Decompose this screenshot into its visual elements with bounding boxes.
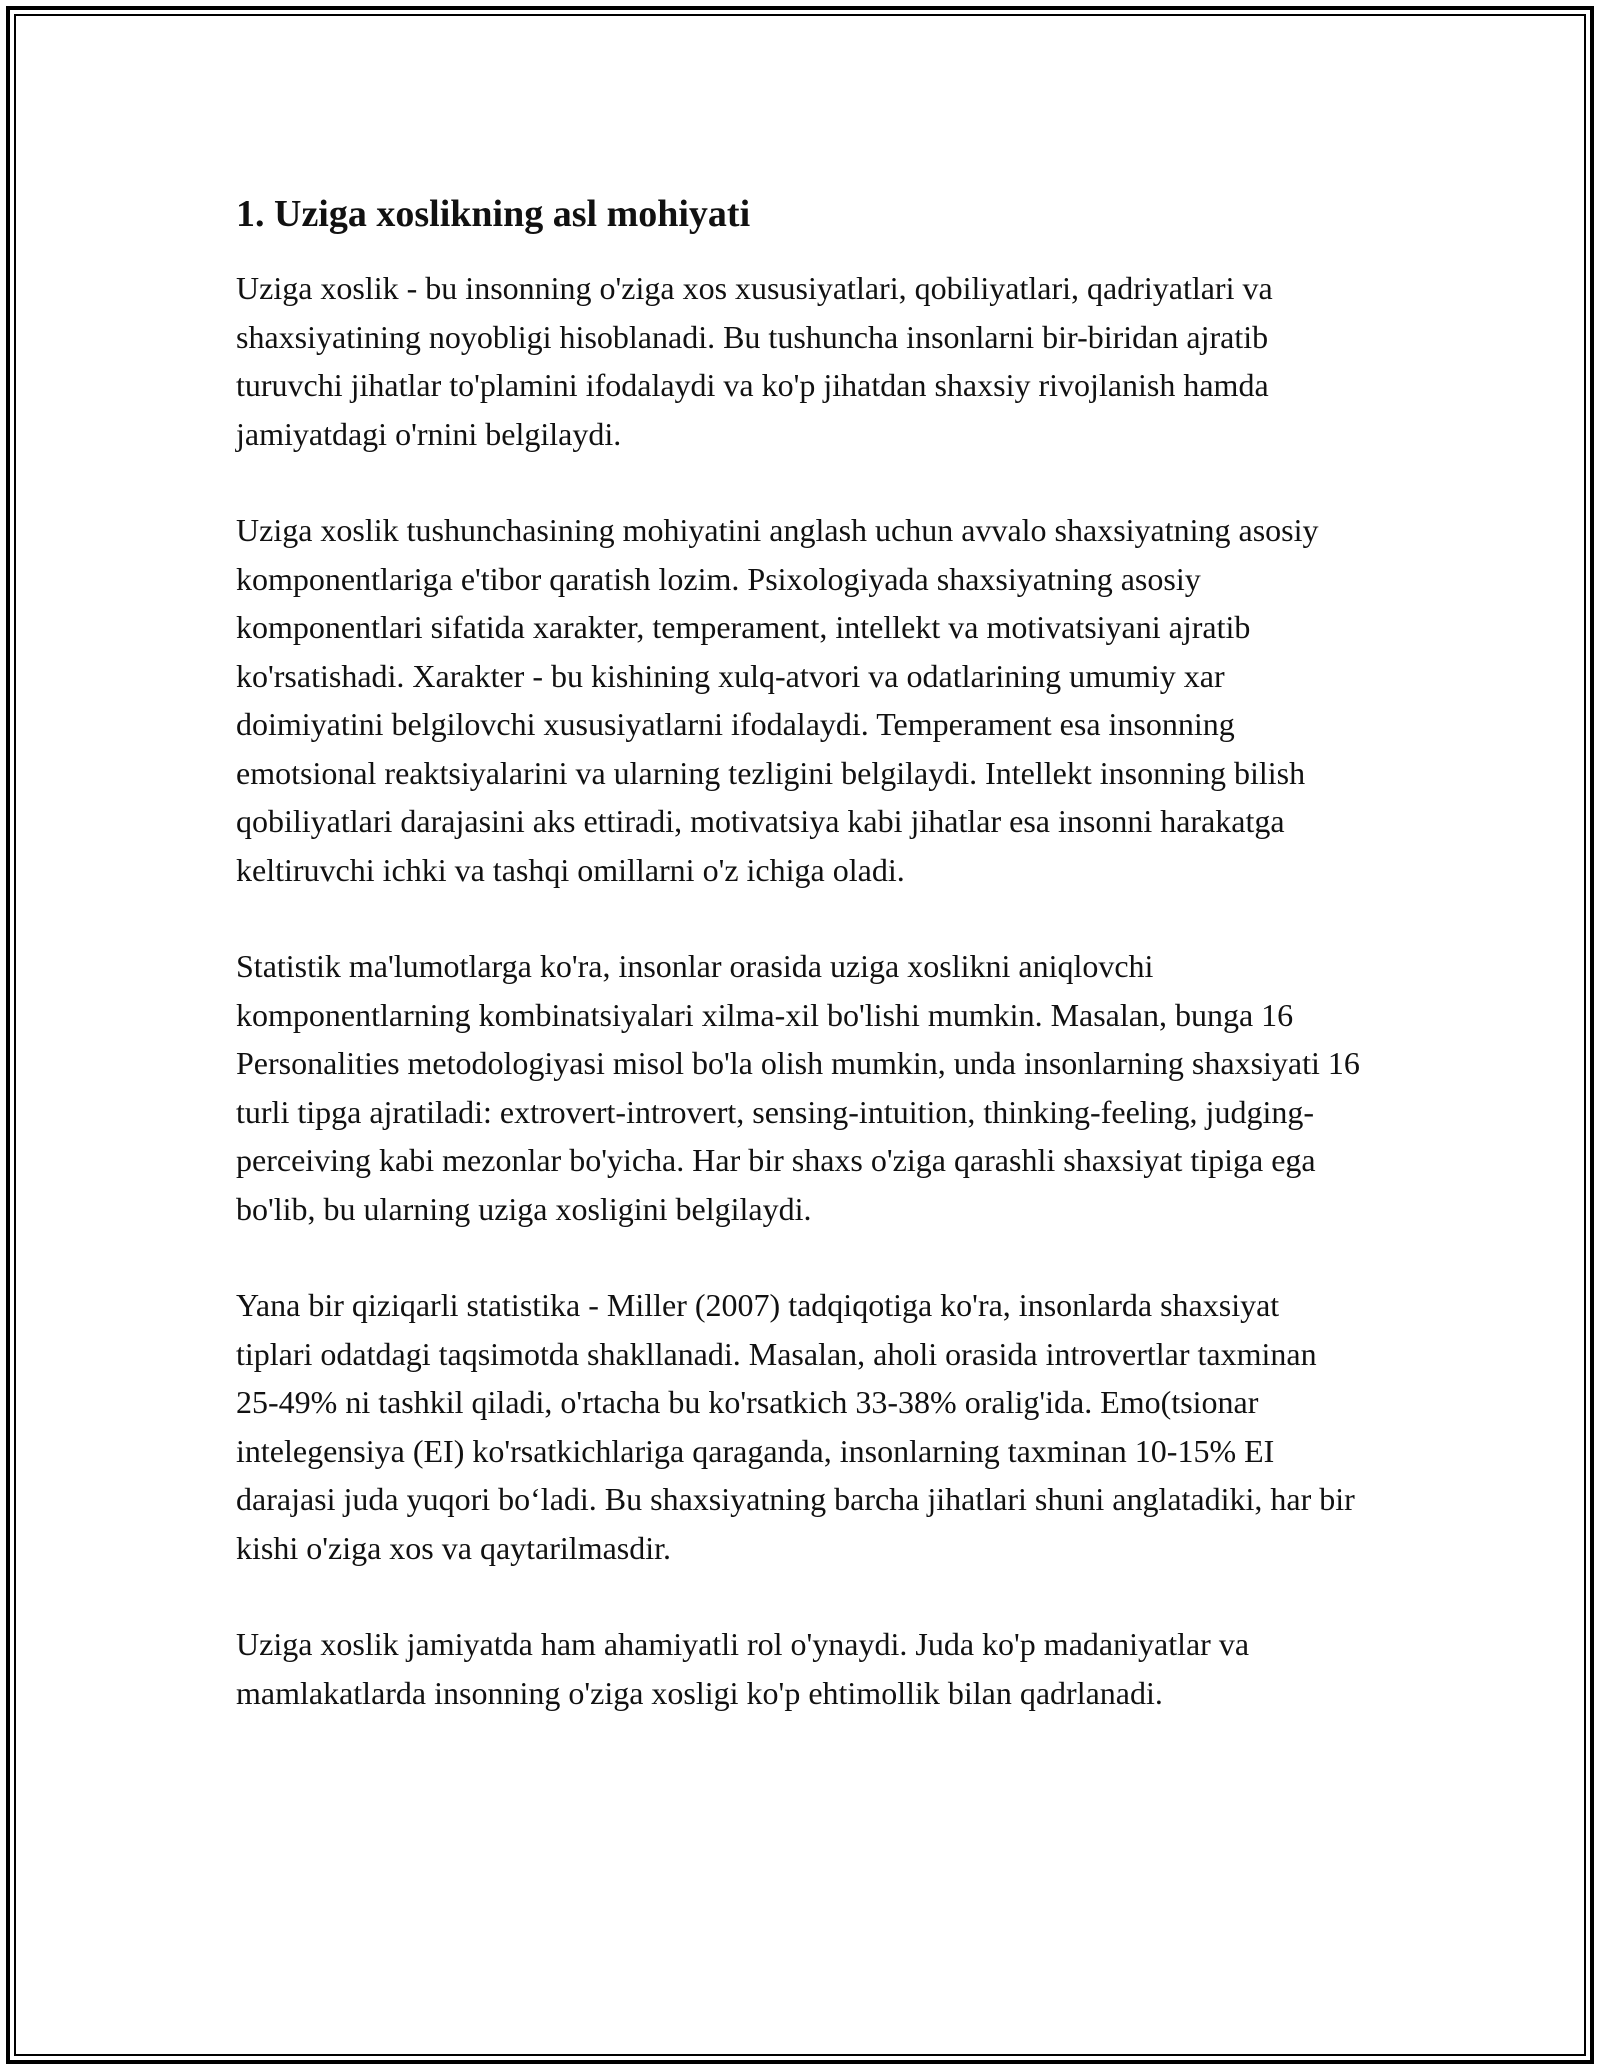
section-heading: 1. Uziga xoslikning asl mohiyati: [236, 193, 751, 235]
paragraph-4: Yana bir qiziqarli statistika - Miller (2007) tadqiqotiga ko'ra, insonlarda shaxsiyat tiplari odatdagi taqsimotda shakllanadi. Masalan, aholi orasida introvertlar taxminan 25-49% ni tashkil qiladi, o'rtacha bu ko'rsatkich 33-38% oralig'ida. Emo(tsionar intelegensiya (EI) ko'rsatkichlariga qaraganda, insonlarning taxminan 10-15% EI darajasi juda yuqori bo‘ladi. Bu shaxsiyatning barcha jihatlari shuni anglatadiki, har bir kishi o'ziga xos va qaytarilmasdir.: [236, 1287, 1355, 1566]
paragraph-5: Uziga xoslik jamiyatda ham ahamiyatli rol o'ynaydi. Juda ko'p madaniyatlar va mamlakatlarda insonning o'ziga xosligi ko'p ehtimollik bilan qadrlanadi.: [236, 1626, 1250, 1711]
paragraph-1: Uziga xoslik - bu insonning o'ziga xos xususiyatlari, qobiliyatlari, qadriyatlari va shaxsiyatining noyobligi hisoblanadi. Bu tushuncha insonlarni bir-biridan ajratib turuvchi jihatlar to'plamini ifodalaydi va ko'p jihatdan shaxsiy rivojlanish hamda jamiyatdagi o'rnini belgilaydi.: [236, 270, 1273, 452]
document-page: [236, 190, 1360, 1765]
paragraph-3: Statistik ma'lumotlarga ko'ra, insonlar orasida uziga xoslikni aniqlovchi komponentlarning kombinatsiyalari xilma-xil bo'lishi mumkin. Masalan, bunga 16 Personalities metodologiyasi misol bo'la olish mumkin, unda insonlarning shaxsiyati 16 turli tipga ajratiladi: extrovert-introvert, sensing-intuition, thinking-feeling, judging-perceiving kabi mezonlar bo'yicha. Har bir shaxs o'ziga qarashli shaxsiyat tipiga ega bo'lib, bu ularning uziga xosligini belgilaydi.: [236, 948, 1360, 1227]
paragraph-2: Uziga xoslik tushunchasining mohiyatini anglash uchun avvalo shaxsiyatning asosiy komponentlariga e'tibor qaratish lozim. Psixologiyada shaxsiyatning asosiy komponentlari sifatida xarakter, temperament, intellekt va motivatsiyani ajratib ko'rsatishadi. Xarakter - bu kishining xulq-atvori va odatlarining umumiy xar doimiyatini belgilovchi xususiyatlarni ifodalaydi. Temperament esa insonning emotsional reaktsiyalarini va ularning tezligini belgilaydi. Intellekt insonning bilish qobiliyatlari darajasini aks ettiradi, motivatsiya kabi jihatlar esa insonni harakatga keltiruvchi ichki va tashqi omillarni o'z ichiga oladi.: [236, 512, 1319, 888]
